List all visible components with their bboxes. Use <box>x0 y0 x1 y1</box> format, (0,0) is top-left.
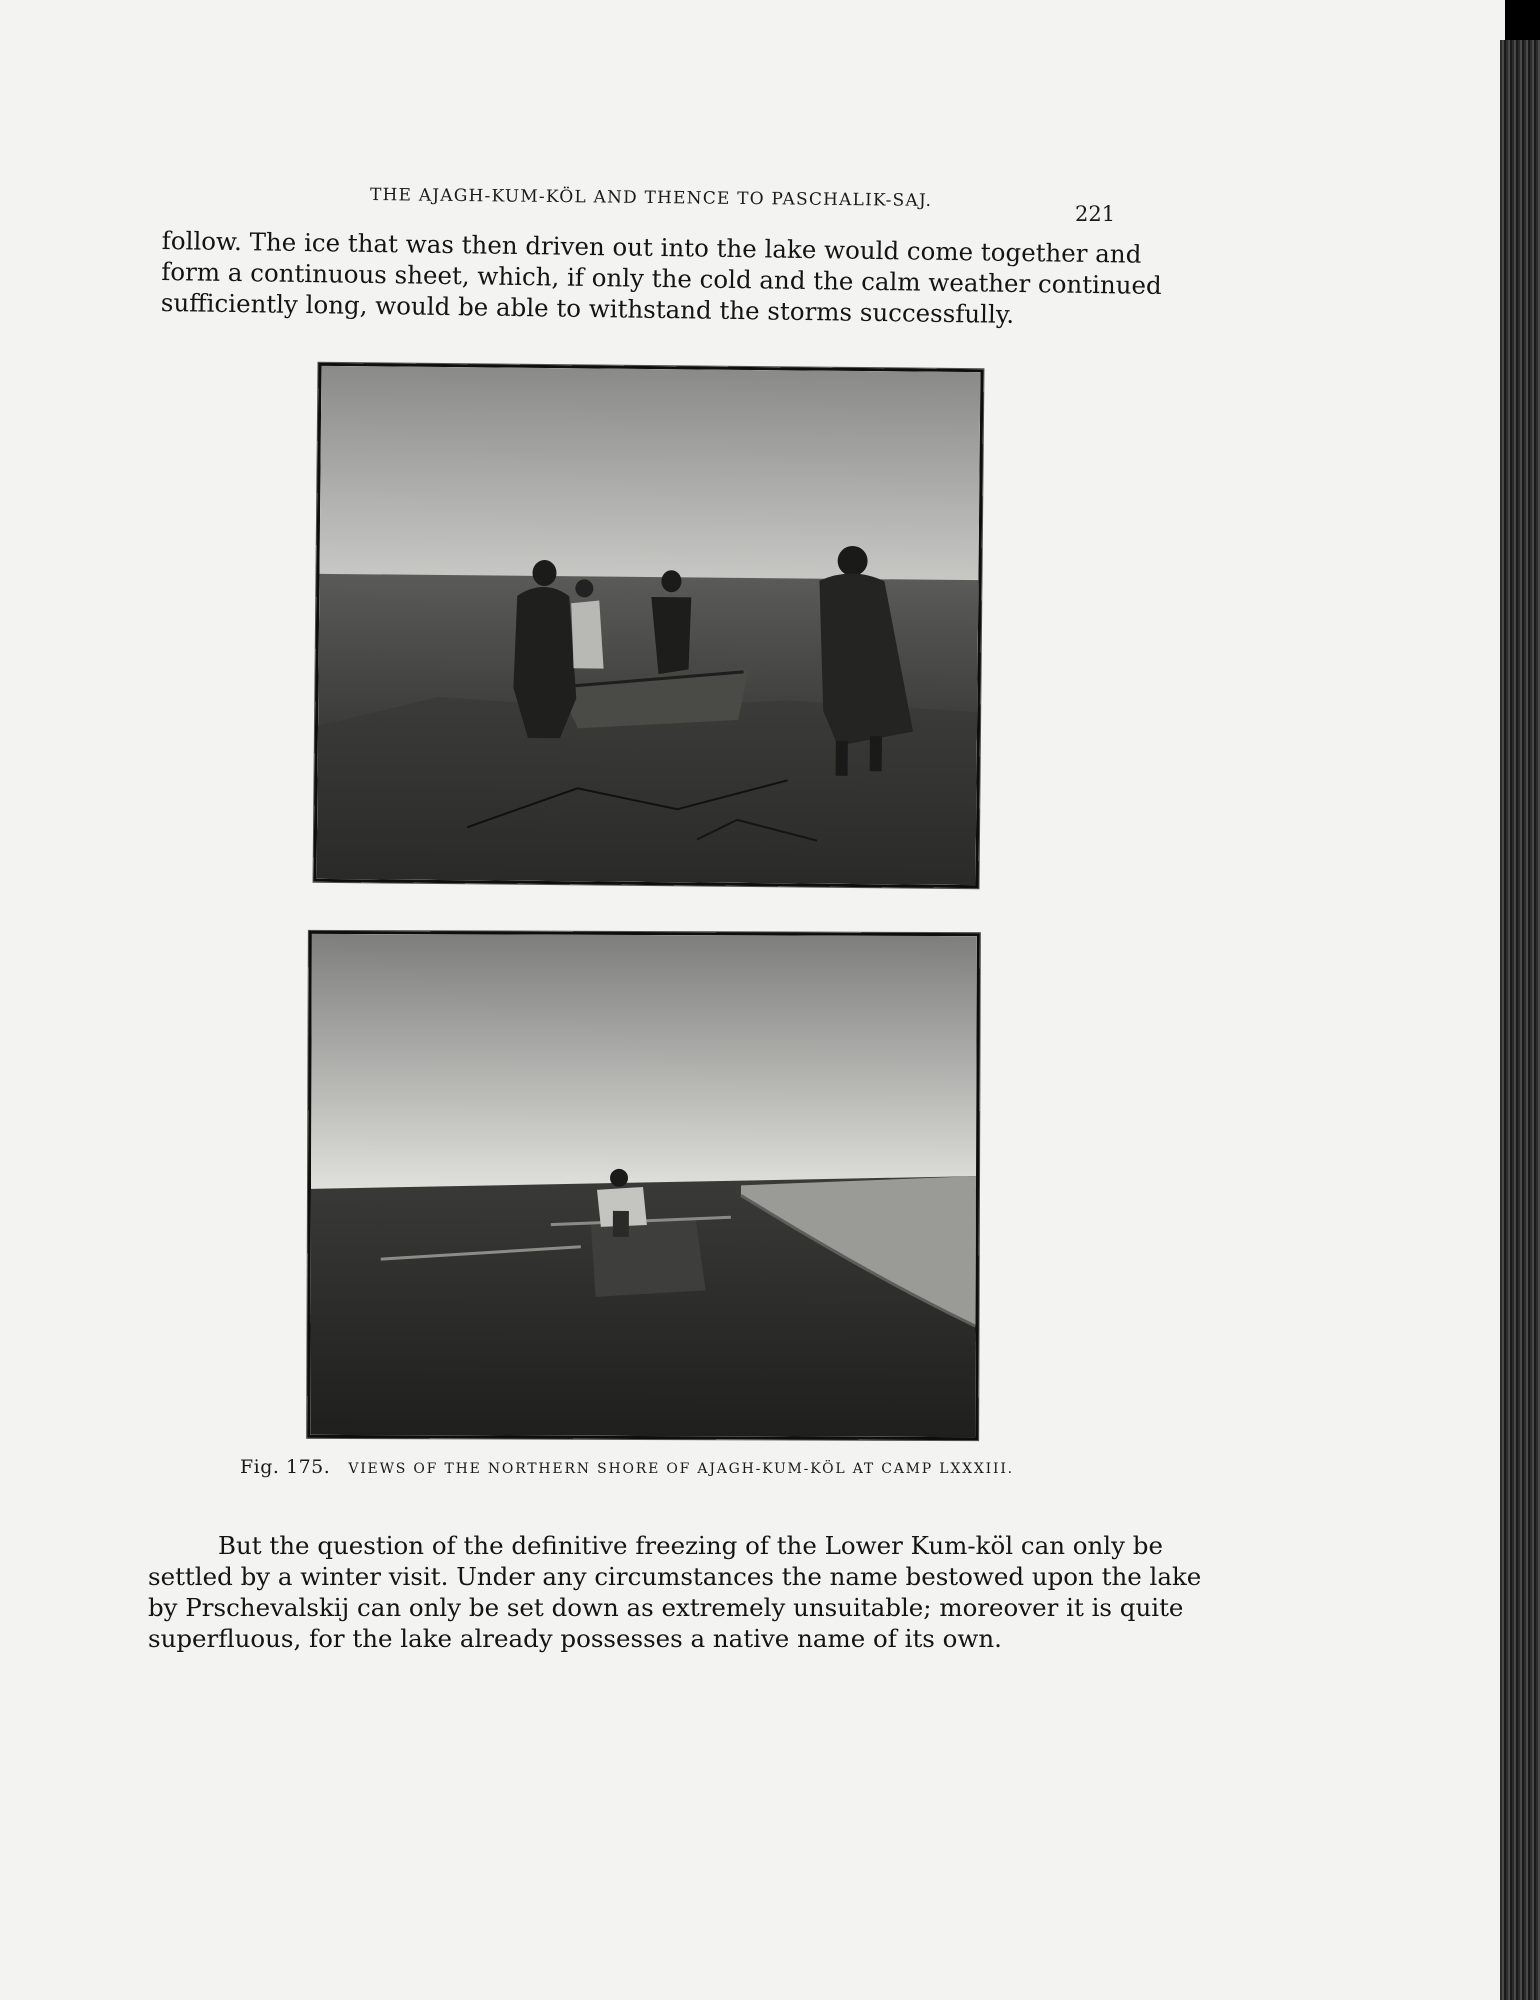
text-line: But the question of the definitive freezing of the Lower Kum-köl can only be <box>218 1531 1163 1560</box>
page-number: 221 <box>1075 202 1116 226</box>
photo-men-by-boat-image <box>317 366 981 885</box>
running-head: THE AJAGH-KUM-KÖL AND THENCE TO PASCHALIK-SAJ. <box>369 185 933 211</box>
figure-caption <box>240 1456 1014 1478</box>
text-line: sufficiently long, would be able to withstand the storms successfully. <box>160 287 1015 329</box>
photo-man-in-boat-image <box>310 934 977 1437</box>
figure-label: Fig. 175. <box>240 1456 331 1478</box>
text-line: settled by a winter visit. Under any circumstances the name bestowed upon the lake <box>148 1562 1202 1591</box>
figure-caption-text: VIEWS OF THE NORTHERN SHORE OF AJAGH-KUM-KÖL AT CAMP LXXXIII. <box>348 1461 1014 1477</box>
book-page-edge <box>1500 40 1540 2000</box>
text-line: form a continuous sheet, which, if only the cold and the calm weather continued <box>161 256 1162 300</box>
photo-man-in-boat <box>307 931 980 1440</box>
photo-men-by-boat <box>314 363 984 888</box>
bottom-paragraph <box>148 1530 1202 1654</box>
text-line: follow. The ice that was then driven out into the lake would come together and <box>161 225 1142 269</box>
text-line: by Prschevalskij can only be set down as extremely unsuitable; moreover it is quite <box>148 1593 1184 1622</box>
top-paragraph <box>160 225 1162 332</box>
text-line: superfluous, for the lake already possesses a native name of its own. <box>148 1624 1002 1653</box>
